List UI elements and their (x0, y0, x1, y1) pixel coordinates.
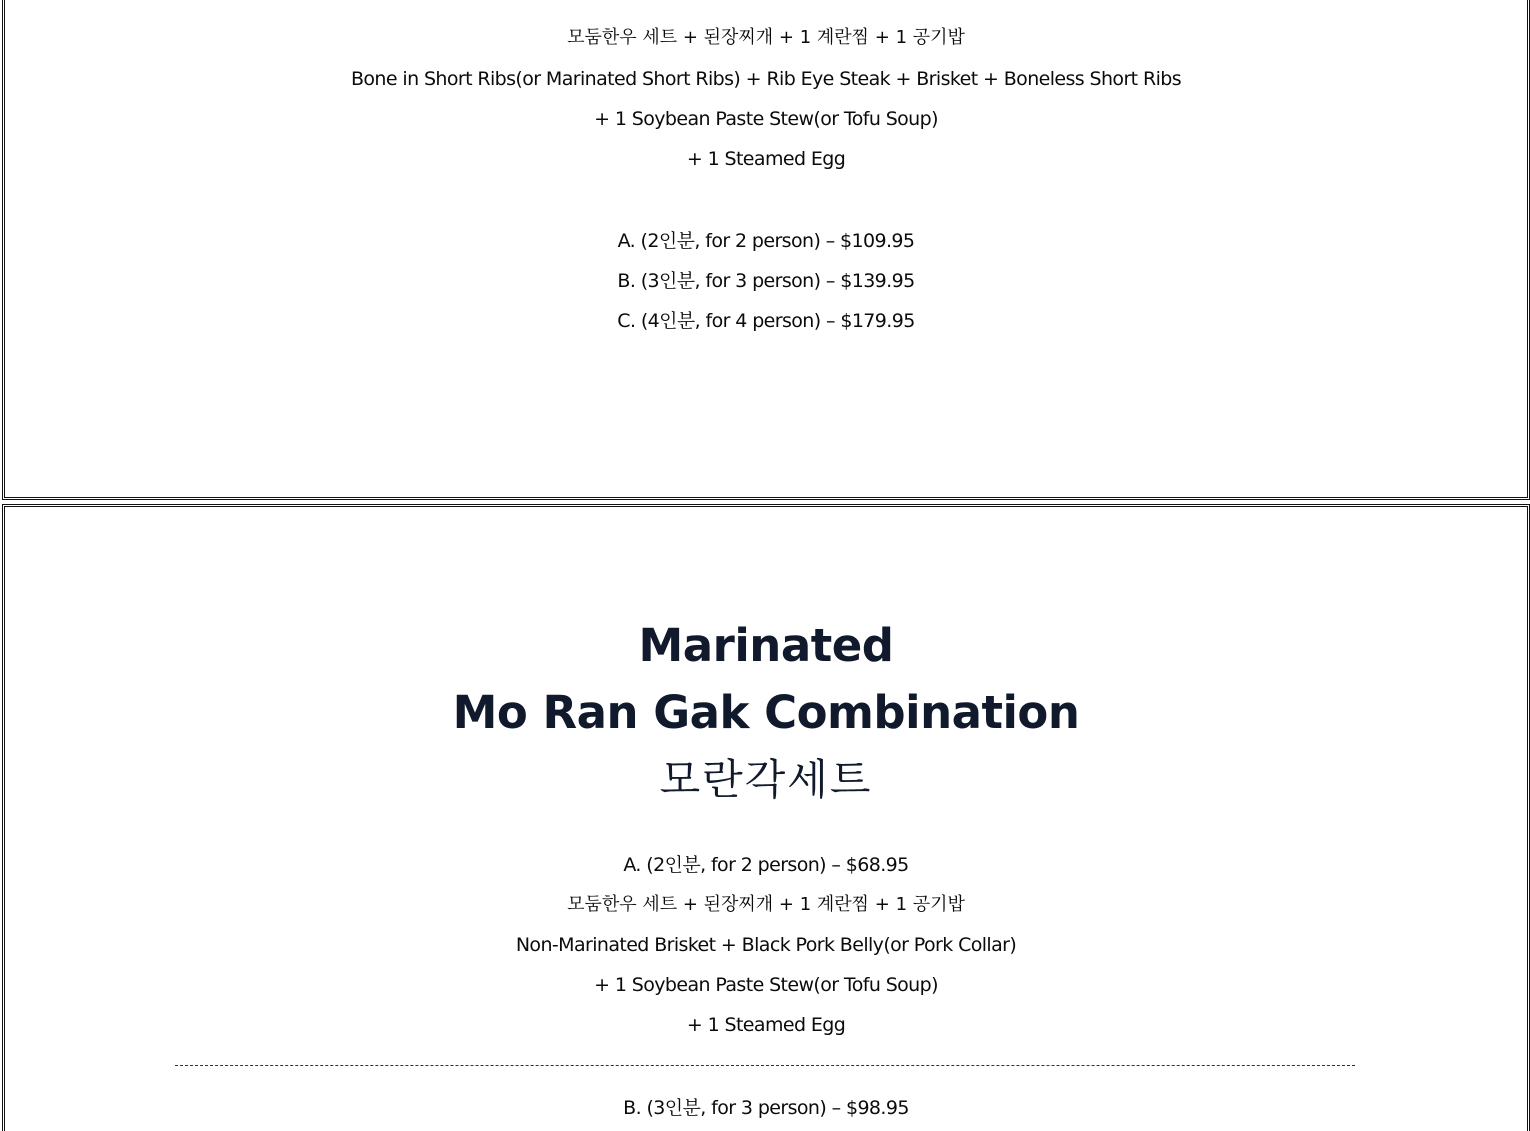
korean-description: 모둠한우 세트 + 된장찌개 + 1 계란찜 + 1 공기밥 (567, 894, 965, 915)
price-option-b: B. (3인분, for 3 person) – $98.95 (623, 1097, 909, 1119)
korean-description: 모둠한우 세트 + 된장찌개 + 1 계란찜 + 1 공기밥 (567, 27, 965, 48)
stew-description: + 1 Soybean Paste Stew(or Tofu Soup) (594, 974, 938, 996)
combo-panel-top (2, 0, 1530, 500)
price-option-b: B. (3인분, for 3 person) – $139.95 (617, 270, 915, 292)
price-option-c: C. (4인분, for 4 person) – $179.95 (617, 310, 915, 332)
egg-description: + 1 Steamed Egg (686, 148, 846, 170)
combo-panel-marinated (2, 504, 1530, 1131)
price-option-a: A. (2인분, for 2 person) – $68.95 (623, 854, 909, 876)
section-title-korean: 모란각세트 (659, 755, 873, 804)
stew-description: + 1 Soybean Paste Stew(or Tofu Soup) (594, 108, 938, 130)
price-option-a: A. (2인분, for 2 person) – $109.95 (617, 230, 915, 252)
items-description: Bone in Short Ribs(or Marinated Short Ribs) + Rib Eye Steak + Brisket + Boneless Short Ribs (350, 68, 1182, 90)
egg-description: + 1 Steamed Egg (686, 1014, 846, 1036)
items-description: Non-Marinated Brisket + Black Pork Belly(or Pork Collar) (515, 934, 1017, 956)
section-title-line2: Mo Ran Gak Combination (452, 686, 1080, 739)
section-title-line1: Marinated (638, 619, 894, 672)
option-divider (175, 1065, 1355, 1066)
